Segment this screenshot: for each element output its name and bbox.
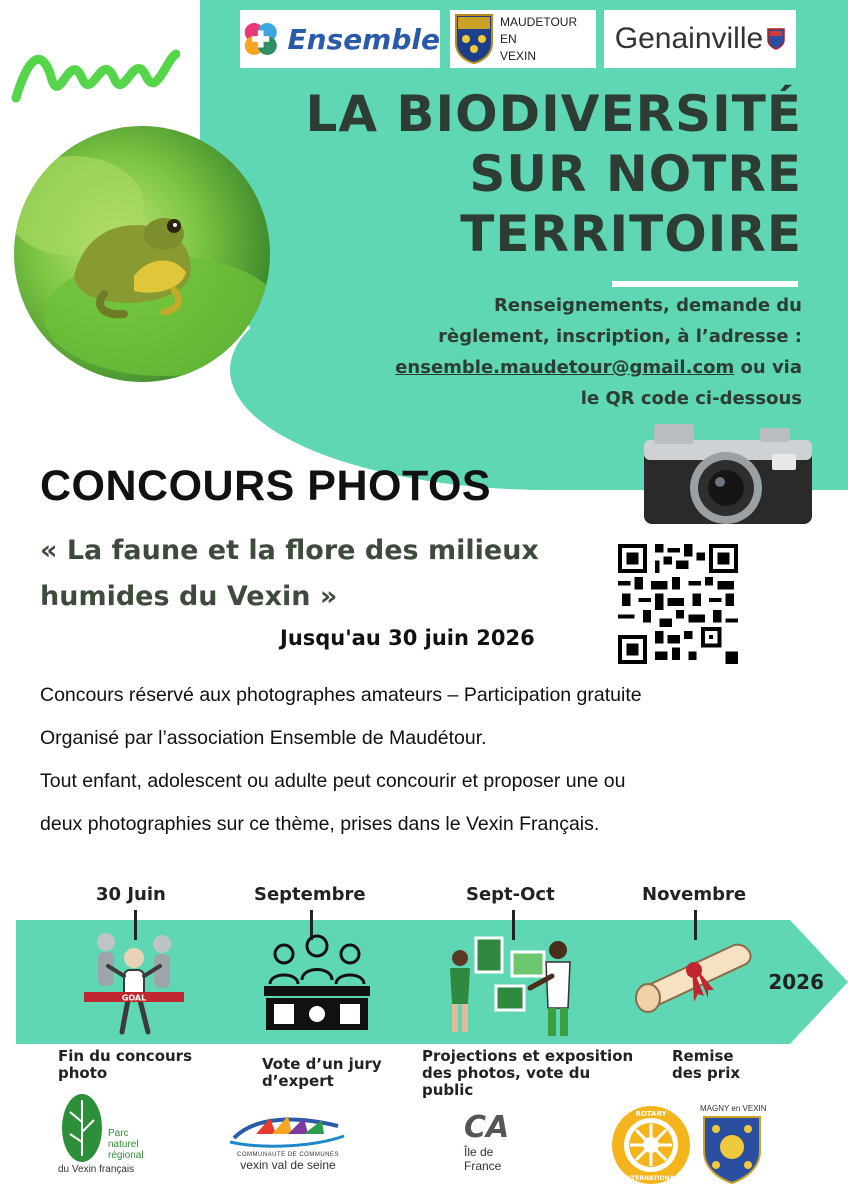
maudetour-logo [450, 10, 596, 68]
magny-label: MAGNY en VEXIN [700, 1104, 767, 1113]
step-2-caption-line-1: Vote d’un jury [262, 1055, 382, 1073]
title-line-3: TERRITOIRE [460, 205, 802, 263]
genainville-logo-text: Genainville [614, 22, 764, 55]
contest-deadline: Jusqu'au 30 juin 2026 [280, 626, 535, 650]
timeline-step-2-caption [262, 1056, 382, 1090]
rotary-logo [610, 1104, 692, 1186]
frog-illustration [14, 126, 270, 382]
ensemble-logo [240, 10, 440, 68]
step-4-caption-line-2: des prix [672, 1064, 741, 1082]
ca-letters: CA [464, 1110, 510, 1145]
genainville-logo [604, 10, 796, 68]
pnr-vexin-logo [58, 1092, 148, 1178]
contest-theme [40, 528, 600, 620]
squiggle-decoration [10, 40, 180, 110]
pnr-line-4: du Vexin français [58, 1164, 135, 1175]
pnr-line-3: régional [108, 1150, 144, 1161]
finish-line-icon [84, 928, 184, 1038]
timeline-step-4-label: Novembre [642, 884, 747, 905]
pnr-line-2: naturel [108, 1139, 139, 1150]
step-1-caption-line-2: photo [58, 1064, 108, 1082]
info-line-3-suffix: ou via [734, 357, 802, 378]
maudetour-line-1: MAUDETOUR [500, 14, 578, 29]
maudetour-line-3: VEXIN [500, 48, 537, 63]
vvs-line-2: vexin val de seine [240, 1158, 336, 1172]
timeline-year: 2026 [768, 970, 824, 994]
title-line-2: SUR NOTRE [469, 145, 802, 203]
info-line-2: règlement, inscription, à l’adresse : [438, 326, 802, 347]
magny-crest-icon [700, 1113, 764, 1185]
timeline-step-1-label: 30 Juin [96, 884, 166, 905]
info-line-1: Renseignements, demande du [494, 295, 802, 316]
goal-banner-text: GOAL [121, 993, 147, 1003]
vvs-brush-icon [226, 1112, 350, 1148]
info-line-4: le QR code ci-dessous [580, 388, 802, 409]
timeline-step-1-caption [58, 1048, 192, 1082]
diploma-icon [632, 928, 762, 1028]
ensemble-logo-text: Ensemble [287, 22, 440, 56]
contact-info [362, 290, 802, 414]
pnr-leaf-icon [60, 1092, 104, 1162]
step-3-caption-line-1: Projections et exposition [422, 1047, 634, 1065]
email-link[interactable]: ensemble.maudetour@gmail.com [395, 357, 735, 378]
page-title [305, 84, 802, 264]
timeline-step-3-label: Sept-Oct [466, 884, 555, 905]
vexin-val-de-seine-logo [226, 1112, 350, 1176]
timeline-step-3-caption [422, 1048, 633, 1099]
qr-code[interactable] [618, 544, 738, 664]
step-4-caption-line-1: Remise [672, 1047, 734, 1065]
step-1-caption-line-1: Fin du concours [58, 1047, 193, 1065]
maudetour-crest-icon [454, 13, 494, 65]
step-3-caption-line-2: des photos, vote du [422, 1064, 591, 1082]
rotary-text-bottom: INTERNATIONAL [623, 1175, 679, 1182]
ensemble-emblem-icon [240, 17, 281, 61]
maudetour-line-2: EN [500, 31, 517, 46]
credit-agricole-logo [464, 1110, 524, 1190]
contest-description [40, 674, 642, 846]
rotary-text-top: ROTARY [635, 1110, 667, 1118]
frog-photo [14, 126, 270, 382]
title-divider [612, 281, 798, 287]
ca-line-2: Île de [464, 1145, 494, 1159]
step-3-caption-line-3: public [422, 1081, 474, 1099]
pnr-line-1: Parc [108, 1128, 129, 1139]
jury-icon [262, 928, 372, 1032]
title-line-1: LA BIODIVERSITÉ [305, 85, 802, 143]
contest-heading: CONCOURS PHOTOS [40, 462, 492, 510]
timeline-step-4-caption [672, 1048, 740, 1082]
vvs-line-1: COMMUNAUTE DE COMMUNES [237, 1152, 339, 1158]
description-line-1: Concours réservé aux photographes amateurs – Participation gratuite [40, 684, 642, 706]
magny-en-vexin-logo [700, 1104, 767, 1186]
description-line-4: deux photographies sur ce thème, prises dans le Vexin Français. [40, 813, 600, 835]
camera-icon [640, 410, 816, 530]
timeline-step-2-label: Septembre [254, 884, 366, 905]
contest-theme-line-1: « La faune et la flore des milieux [40, 535, 539, 566]
ca-line-3: France [464, 1159, 502, 1173]
contest-theme-line-2: humides du Vexin » [40, 581, 338, 612]
exhibition-icon [440, 928, 580, 1040]
description-line-3: Tout enfant, adolescent ou adulte peut concourir et proposer une ou [40, 770, 626, 792]
genainville-crest-icon [767, 28, 785, 50]
step-2-caption-line-2: d’expert [262, 1072, 334, 1090]
description-line-2: Organisé par l’association Ensemble de Maudétour. [40, 727, 487, 749]
